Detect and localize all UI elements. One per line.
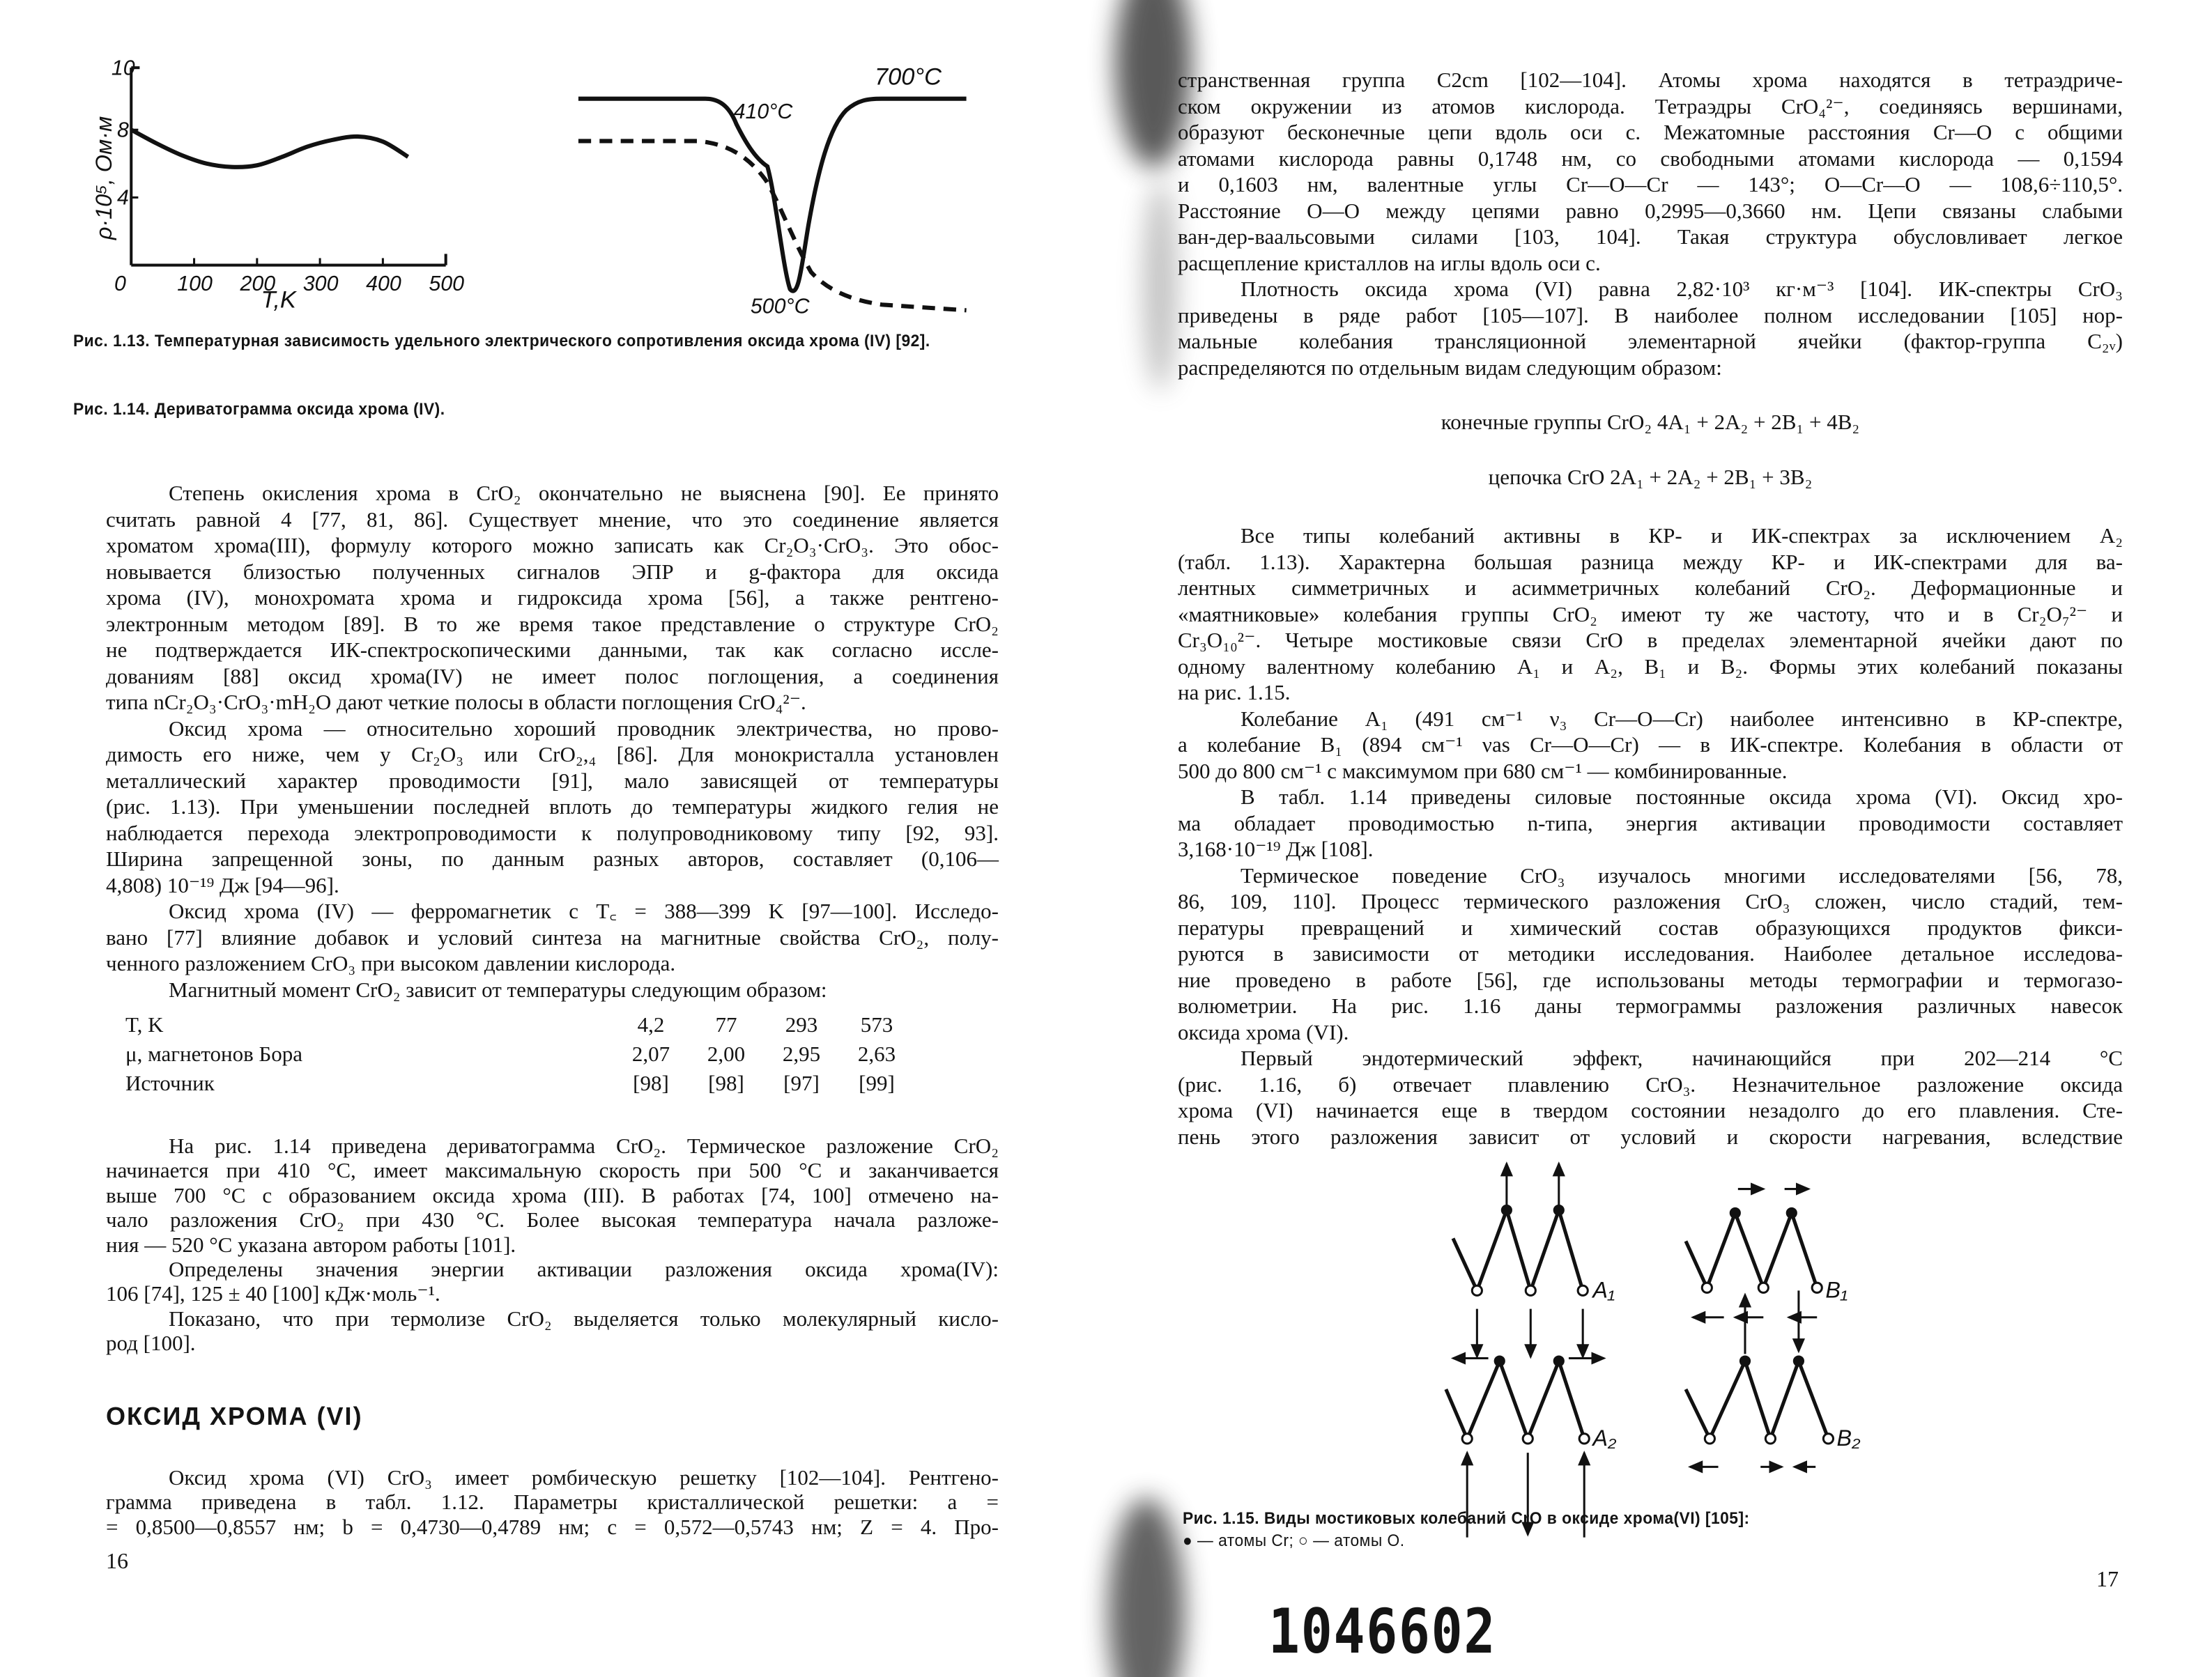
- text-line: Колебание A₁ (491 см⁻¹ ν₃ Cr—O—Cr) наиболее интенсивно в КР-спектре,: [1241, 706, 2123, 731]
- table-cell: [98]: [708, 1071, 744, 1095]
- text-line: грамма приведена в табл. 1.12. Параметры кристаллической решетки: a =: [106, 1490, 999, 1515]
- text-line: (табл. 1.13). Характерна большая разница между КР- и ИК-спектрами для ва-: [1178, 549, 2123, 574]
- table-cell: 293: [785, 1012, 818, 1037]
- table-cell: [97]: [783, 1071, 820, 1095]
- section-heading: ОКСИД ХРОМА (VI): [106, 1402, 363, 1430]
- x-tick-label: 200: [240, 272, 276, 296]
- text-line: и 0,1603 нм, валентные углы Cr—O—Cr — 143°; O—Cr—O — 108,6÷110,5°.: [1178, 172, 2123, 196]
- page-number-left: 16: [106, 1548, 128, 1573]
- text-line: атомами кислорода равны 0,1748 нм, со свободными атомами кислорода — 0,1594: [1178, 146, 2123, 171]
- text-line: 500 до 800 см⁻¹ с максимумом при 680 см⁻¹ — комбинированные.: [1178, 758, 1788, 783]
- text-line: Все типы колебаний активны в КР- и ИК-спектрах за исключением A₂: [1241, 523, 2123, 548]
- x-tick-label: 400: [366, 272, 401, 296]
- formula-end-groups: конечные группы CrO₂ 4A₁ + 2A₂ + 2B₁ + 4B₂: [1441, 410, 1860, 434]
- text-line: руются в зависимости от методики исследования. Наиболее детальное исследова-: [1178, 941, 2123, 966]
- x-tick-label: 100: [177, 272, 213, 296]
- page-number-right: 17: [2096, 1566, 2119, 1591]
- text-line: Магнитный момент CrO₂ зависит от температуры следующим образом:: [169, 977, 827, 1002]
- text-line: на рис. 1.15.: [1178, 680, 1291, 704]
- text-line: наблюдается перехода электропроводимости к полупроводниковому типу [92, 93].: [106, 820, 999, 845]
- text-line: род [100].: [106, 1331, 196, 1356]
- label-b2: B₂: [1836, 1425, 1861, 1451]
- text-line: волюметрии. На рис. 1.16 даны термограммы разложения различных навесок: [1178, 994, 2123, 1018]
- text-line: Термическое поведение CrO₃ изучалось многими исследователями [56, 78,: [1241, 863, 2123, 888]
- text-line: хроматом хрома(III), формулу которого можно записать как Cr₂O₃·CrO₃. Это обос-: [106, 533, 999, 557]
- text-line: дованиям [88] оксид хрома(IV) не имеет полос поглощения, а соединения: [106, 663, 999, 688]
- row-label: μ, магнетонов Бора: [125, 1042, 303, 1066]
- text-line: 106 [74], 125 ± 40 [100] кДж·моль⁻¹.: [106, 1281, 440, 1306]
- text-line: димость его ниже, чем у Cr₂O₃ или CrO₂,₄ [86]. Для монокристалла установлен: [106, 742, 999, 766]
- text-line: лентных симметричных и асимметричных колебаний CrO₂. Деформационные и: [1178, 575, 2123, 600]
- text-line: расщепление кристаллов на иглы вдоль оси c.: [1178, 250, 1601, 275]
- text-line: 86, 109, 110]. Процесс термического разложения CrO₃ сложен, число стадий, тем-: [1178, 889, 2123, 913]
- fig-1-13-caption: Рис. 1.13. Температурная зависимость удельного электрического сопротивления оксида хрома (IV) [92].: [73, 332, 930, 350]
- label-410: 410°C: [733, 100, 793, 124]
- text-line: ма обладает проводимостью n-типа, энергия активации проводимости составляет: [1178, 810, 2123, 835]
- table-cell: 77: [715, 1012, 737, 1037]
- x-tick-label: 0: [114, 272, 126, 296]
- row-label: Источник: [125, 1071, 215, 1095]
- text-line: (рис. 1.13). При уменьшении последней вплоть до температуры жидкого гелия не: [106, 794, 999, 819]
- text-line: распределяются по отдельным видам следующим образом:: [1178, 355, 1722, 380]
- x-tick-label: 300: [302, 272, 339, 296]
- text-line: Оксид хрома — относительно хороший проводник электричества, но прово-: [169, 716, 999, 741]
- table-cell: 573: [860, 1012, 893, 1037]
- text-line: металлический характер проводимости [91], мало зависящей от температуры: [106, 768, 999, 793]
- y-axis-label: ρ·10⁵, Ом·м: [91, 116, 116, 240]
- text-line: Плотность оксида хрома (VI) равна 2,82·10³ кг·м⁻³ [104]. ИК-спектры CrO₃: [1241, 277, 2123, 301]
- table-cell: 2,00: [707, 1042, 746, 1066]
- text-line: Оксид хрома (VI) CrO₃ имеет ромбическую решетку [102—104]. Рентгено-: [169, 1465, 999, 1490]
- text-line: На рис. 1.14 приведена дериватограмма CrO₂. Термическое разложение CrO₂: [169, 1134, 999, 1158]
- text-line: хрома (IV), монохромата хрома и гидроксида хрома [56], а также рентгено-: [106, 585, 999, 610]
- table-row: [125, 1069, 914, 1098]
- y-tick-label: 10: [111, 56, 135, 80]
- formula-chain: цепочка CrO 2A₁ + 2A₂ + 2B₁ + 3B₂: [1488, 465, 1813, 489]
- fig-1-15-vibrations: [1446, 1164, 1861, 1537]
- table-row: [125, 1040, 914, 1069]
- text-line: 3,168·10⁻¹⁹ Дж [108].: [1178, 837, 1374, 861]
- text-line: образуют бесконечные цепи вдоль оси c. Межатомные расстояния Cr—O с общими: [1178, 120, 2123, 144]
- text-line: приведены в ряде работ [105—107]. В наиболее полном исследовании [105] нор-: [1178, 302, 2123, 327]
- table-cell: 4,2: [637, 1012, 665, 1037]
- text-line: хрома (VI) начинается еще в твердом состоянии незадолго до его плавления. Сте-: [1178, 1098, 2123, 1122]
- text-line: Степень окисления хрома в CrO₂ окончательно не выяснена [90]. Ее принято: [169, 481, 999, 505]
- table-cell: 2,07: [631, 1042, 670, 1066]
- text-line: начинается при 410 °C, имеет максимальную скорость при 500 °C и заканчивается: [106, 1158, 999, 1183]
- text-line: ван-дер-ваальсовыми силами [103, 104]. Такая структура обусловливает легкое: [1178, 224, 2123, 249]
- table-cell: 2,95: [782, 1042, 821, 1066]
- text-line: вано [77] влияние добавок и условий синтеза на магнитные свойства CrO₂, полу-: [106, 925, 999, 950]
- text-line: чало разложения CrO₂ при 430 °C. Более высокая температура начала разложе-: [106, 1207, 999, 1232]
- text-line: электронным методом [89]. В то же время такое представление о структуре CrO₂: [106, 611, 999, 636]
- text-line: Cr₃O₁₀²⁻. Четыре мостиковые связи CrO в пределах элементарной ячейки дают по: [1178, 628, 2123, 652]
- fig-1-13-chart: [91, 56, 464, 313]
- mode-b1: [1686, 1189, 1817, 1317]
- x-axis-label: T,K: [261, 286, 296, 314]
- mode-a1: [1453, 1164, 1583, 1357]
- text-line: не подтверждается ИК-спектроскопическими данными, так как согласно иссле-: [106, 637, 999, 662]
- inventory-stamp: 1046602: [1268, 1595, 1497, 1667]
- left-text-block-1: [106, 480, 999, 1003]
- x-tick-label: 500: [429, 272, 465, 296]
- text-line: ние проведено в работе [56], где использованы методы термографии и термогазо-: [1178, 967, 2123, 992]
- label-b1: B₁: [1825, 1277, 1848, 1303]
- fig-1-15-caption-line2: ● — атомы Cr; ○ — атомы O.: [1183, 1531, 1405, 1550]
- label-a2: A₂: [1592, 1425, 1617, 1451]
- text-line: Оксид хрома (IV) — ферромагнетик с T꜀ = 388—399 K [97—100]. Исследо-: [169, 899, 999, 923]
- left-text-block-3: [106, 1465, 999, 1539]
- left-text-block-2: [106, 1134, 999, 1356]
- text-line: Определены значения энергии активации разложения оксида хрома(IV):: [169, 1256, 999, 1281]
- text-line: «маятниковые» колебания группы CrO₂ имеют ту же частоту, что и в Cr₂O₇²⁻ и: [1178, 601, 2123, 626]
- tg-curve: [578, 141, 967, 310]
- label-500: 500°C: [750, 295, 810, 318]
- table-cell: [98]: [633, 1071, 669, 1095]
- text-line: типа nCr₂O₃·CrO₃·mH₂O дают четкие полосы в области поглощения CrO₄²⁻.: [106, 690, 806, 714]
- right-text-block-2: [1178, 523, 2123, 1150]
- table-cell: [99]: [859, 1071, 895, 1095]
- text-line: Показано, что при термолизе CrO₂ выделяется только молекулярный кисло-: [169, 1306, 999, 1331]
- resistivity-curve: [131, 130, 408, 167]
- text-line: ском окружении из атомов кислорода. Тетраэдры CrO₄²⁻, соединяясь вершинами,: [1178, 93, 2123, 118]
- text-line: пень этого разложения зависит от условий и скорости нагревания, вследствие: [1178, 1124, 2123, 1149]
- label-700: 700°C: [875, 63, 942, 91]
- text-line: а колебание B₁ (894 см⁻¹ νas Cr—O—Cr) — в ИК-спектре. Колебания в области от: [1178, 732, 2123, 757]
- text-line: Первый эндотермический эффект, начинающийся при 202—214 °C: [1241, 1046, 2123, 1070]
- label-a1: A₁: [1592, 1277, 1615, 1303]
- fig-1-14-derivatogram: [578, 63, 967, 318]
- right-text-block-1: [1178, 67, 2123, 380]
- text-line: странственная группа C2cm [102—104]. Атомы хрома находятся в тетраэдриче-: [1178, 68, 2123, 92]
- text-line: Ширина запрещенной зоны, по данным разных авторов, составляет (0,106—: [106, 847, 999, 871]
- text-line: выше 700 °C с образованием оксида хрома (III). В работах [74, 100] отмечено на-: [106, 1182, 999, 1207]
- text-line: новывается близостью полученных сигналов ЭПР и g-фактора для оксида: [106, 559, 999, 584]
- text-line: одному валентному колебанию A₁ и A₂, B₁ и B₂. Формы этих колебаний показаны: [1178, 654, 2123, 679]
- y-tick-label: 8: [117, 118, 129, 142]
- table-cell: 2,63: [857, 1042, 896, 1066]
- text-line: = 0,8500—0,8557 нм; b = 0,4730—0,4789 нм; c = 0,572—0,5743 нм; Z = 4. Про-: [106, 1514, 999, 1539]
- table-row: [125, 1010, 914, 1040]
- text-line: ченного разложением CrO₃ при высоком давлении кислорода.: [106, 951, 676, 975]
- cr-atoms: [1494, 1205, 1804, 1367]
- text-line: ния — 520 °C указана автором работы [101].: [106, 1232, 516, 1257]
- fig-1-15-caption-line1: Рис. 1.15. Виды мостиковых колебаний CrO в оксиде хрома(VI) [105]:: [1183, 1509, 1750, 1528]
- text-line: 4,808) 10⁻¹⁹ Дж [94—96].: [106, 872, 339, 897]
- y-tick-label: 4: [117, 186, 129, 210]
- text-line: мальные колебания трансляционной элементарной ячейки (фактор-группа C₂ᵥ): [1178, 329, 2123, 353]
- text-line: В табл. 1.14 приведены силовые постоянные оксида хрома (VI). Оксид хро-: [1241, 785, 2123, 809]
- text-line: оксида хрома (VI).: [1178, 1019, 1349, 1044]
- fig-1-14-caption: Рис. 1.14. Дериватограмма оксида хрома (IV).: [73, 400, 445, 419]
- magnetic-moment-table: [125, 1010, 914, 1098]
- text-line: считать равной 4 [77, 81, 86]. Существует мнение, что это соединение является: [106, 507, 999, 532]
- text-line: (рис. 1.16, б) отвечает плавлению CrO₃. Незначительное разложение оксида: [1178, 1072, 2123, 1097]
- text-line: пературы превращений и химический состав образующихся продуктов фикси-: [1178, 915, 2123, 940]
- text-line: Расстояние O—O между цепями равно 0,2995—0,3660 нм. Цепи связаны слабыми: [1178, 198, 2123, 223]
- row-label: T, K: [125, 1012, 164, 1037]
